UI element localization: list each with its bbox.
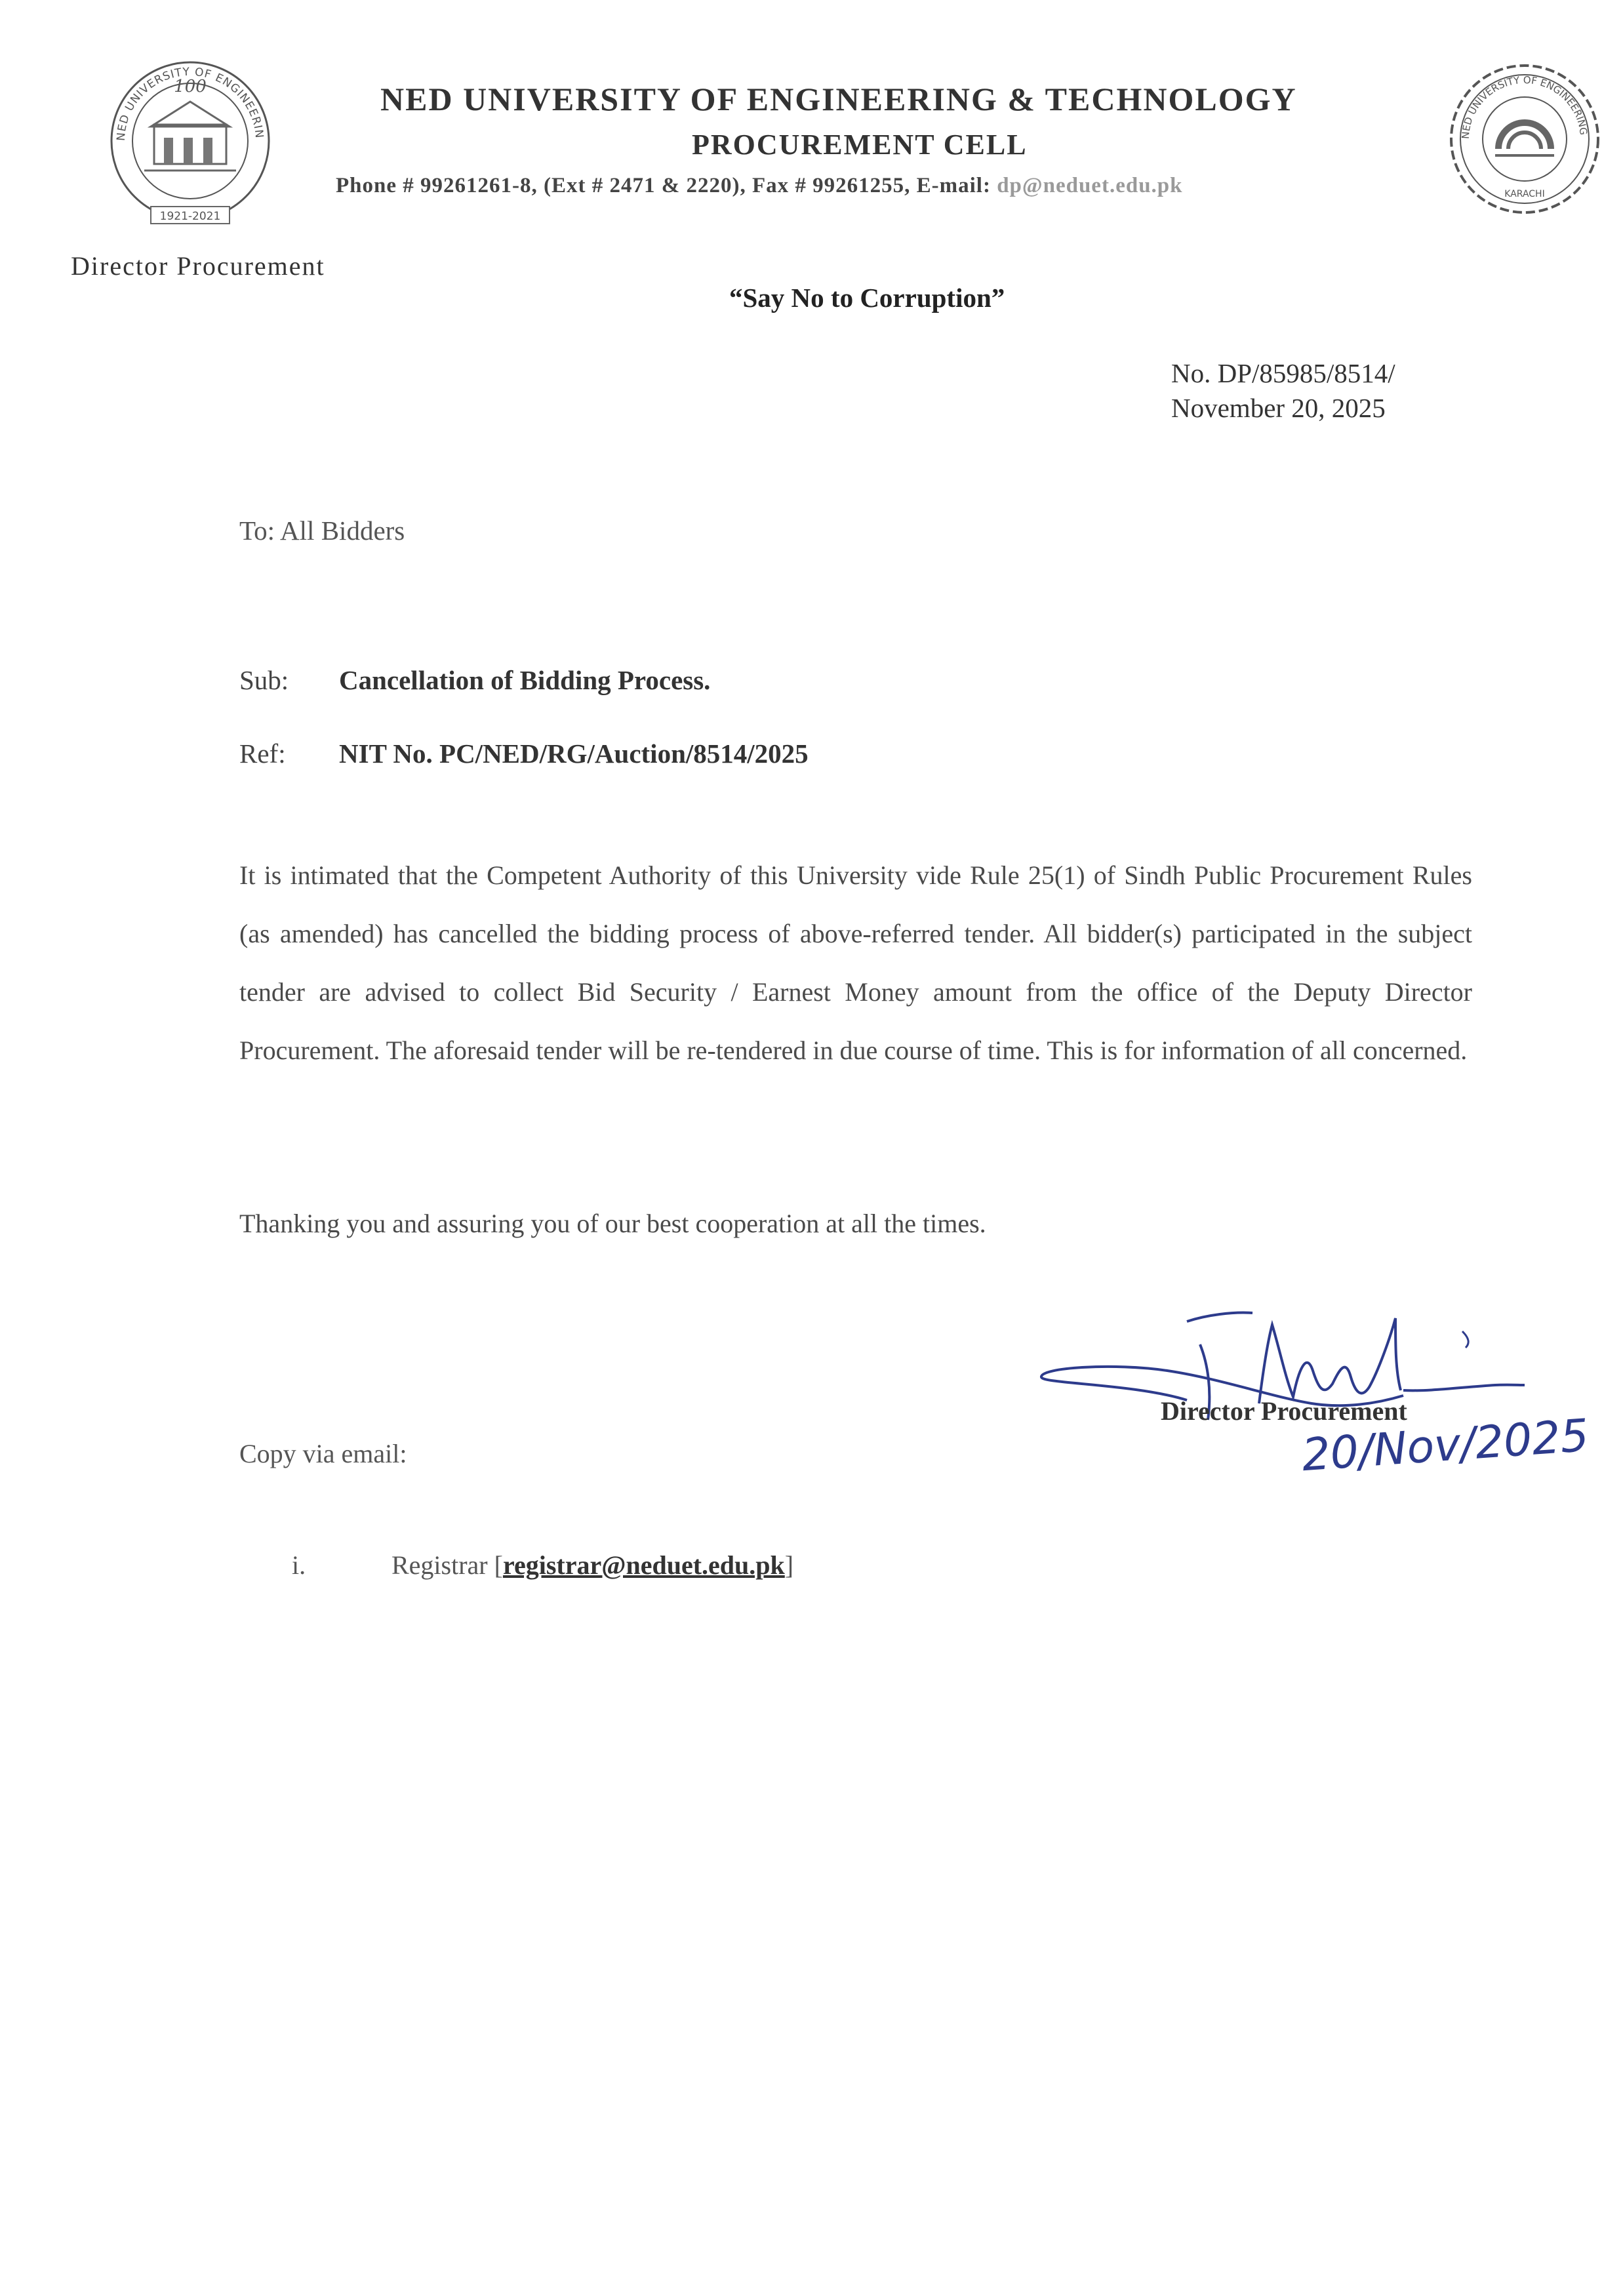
handwritten-date: 20/Nov/2025 [1300,1409,1591,1482]
body-paragraph: It is intimated that the Competent Authority of this University vide Rule 25(1) of Sindh Public Procurement Rules (as amended) has cancelled the bidding process of above-referred tender. All bidder(s) participated in the subject tender are advised to collect Bid Security / Earnest Money amount from the office of the Deputy Director Procurement. The aforesaid tender will be re-tendered in due course of time. This is for information of all concerned. [239,860,1472,1065]
addressee: To: All Bidders [239,515,405,546]
svg-text:NED UNIVERSITY OF ENGINEERING: NED UNIVERSITY OF ENGINEERING [1459,73,1590,140]
copy-recipient-email-link[interactable]: registrar@neduet.edu.pk [502,1550,785,1580]
svg-text:KARACHI: KARACHI [1504,189,1545,199]
subject-label: Sub: [239,665,289,695]
copy-recipient-suffix: ] [784,1550,794,1580]
signatory-title: Director Procurement [1161,1396,1407,1426]
sender-office: Director Procurement [71,251,325,281]
subject-text: Cancellation of Bidding Process. [339,665,711,695]
university-centenary-logo [98,49,282,230]
motto: “Say No to Corruption” [729,283,1005,313]
copy-recipient [391,1550,793,1581]
contact-email-link[interactable]: dp@neduet.edu.pk [997,174,1183,197]
department-name: PROCUREMENT CELL [692,129,1028,161]
svg-text:100: 100 [174,77,207,96]
contact-details: Phone # 99261261-8, (Ext # 2471 & 2220), Fax # 99261255, E-mail: [336,174,997,197]
svg-text:1921-2021: 1921-2021 [159,210,221,223]
copy-recipient-name: Registrar [ [391,1550,503,1580]
ref-label: Ref: [239,738,286,769]
university-seal-logo [1446,60,1603,221]
svg-text:NED UNIVERSITY OF ENGINEERING: NED UNIVERSITY OF ENGINEERIN [114,65,266,142]
closing-line: Thanking you and assuring you of our best cooperation at all the times. [239,1209,986,1238]
copy-list-marker: i. [292,1550,306,1580]
ref-text: NIT No. PC/NED/RG/Auction/8514/2025 [339,738,809,769]
copy-label: Copy via email: [239,1439,407,1468]
contact-line [336,174,1183,198]
letter-date: November 20, 2025 [1171,393,1386,423]
reference-number: No. DP/85985/8514/ [1171,358,1395,388]
university-name: NED UNIVERSITY OF ENGINEERING & TECHNOLOGY [380,81,1297,117]
